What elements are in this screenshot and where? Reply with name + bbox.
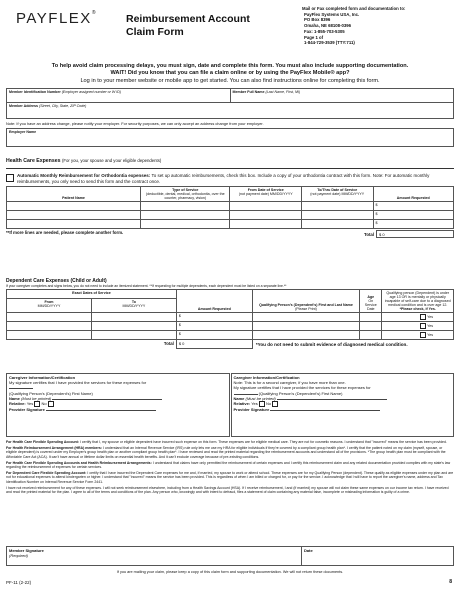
caregiver-1-signature-input[interactable] — [46, 410, 156, 411]
col-type-of-service: Type of Service (deductible, dental, medical, orthodontia, over the counter, pharmacy, vision) — [141, 187, 230, 202]
mail-line: Page 1 of — [304, 34, 324, 40]
yes-check-cell: Yes — [382, 331, 454, 340]
intro-line2: WAIT! Did you know that you can file a claim online or by using the PayFlex Mobile® app? — [110, 70, 350, 77]
health-care-section — [6, 158, 454, 238]
service-cell[interactable] — [141, 220, 230, 229]
dependent-care-heading: Dependent Care Expenses (Child or Adult) — [6, 278, 107, 284]
from-date-cell[interactable] — [230, 220, 302, 229]
dependent-total-note: *You do not need to submit evidence of diagnosed medical condition. — [255, 341, 408, 347]
service-cell[interactable] — [141, 211, 230, 220]
member-address-field[interactable]: Member Address (Street, City, State, ZIP Code) — [7, 103, 454, 119]
member-info-section — [6, 88, 454, 147]
cert-paragraph: For Health Care Flexible Spending Account: I certify that I, my spouse or eligible dependent have incurred such expense on this form. These expenses are for eligible medical care. They are not for cosmetic reasons. I understand that "incurred" means the service has been provided. — [6, 440, 447, 444]
dep-to-cell[interactable] — [91, 322, 176, 331]
health-footnote: **If more lines are needed, please complete another form. — [6, 230, 124, 236]
patient-name-cell[interactable] — [7, 220, 141, 229]
caregiver-2-note: Note: This is for a second caregiver, if you have more than one. — [233, 380, 346, 386]
page-number: 8 — [449, 579, 452, 585]
col-dep-to: To MM/DD/YYYY — [91, 298, 176, 312]
col-amount: Amount Requested — [373, 187, 453, 202]
patient-name-cell[interactable] — [7, 211, 141, 220]
date-field[interactable]: Date — [302, 547, 454, 566]
intro-line3: Log in to your member website or mobile app to get started. You can also find instructions online for completing this form. — [80, 77, 380, 84]
health-table — [6, 186, 454, 229]
caregiver-2-qual: (Qualifying Person's (Dependent's) First Name) — [258, 390, 343, 396]
table-row — [7, 202, 454, 211]
mail-line: Fax: 1-855-703-5305 — [304, 28, 345, 34]
caregiver-1-heading: Caregiver Information/Certification — [9, 375, 76, 380]
amount-cell[interactable]: $ — [373, 202, 453, 211]
caregiver-2-signature-input[interactable] — [270, 410, 380, 411]
caregiver-2-name-input[interactable] — [277, 399, 387, 400]
caregiver-section — [6, 373, 454, 437]
employer-name-field[interactable]: Employer Name — [7, 129, 454, 147]
intro — [0, 63, 460, 85]
employer-table — [6, 128, 454, 147]
mail-info — [302, 6, 458, 46]
dep-from-cell[interactable] — [7, 313, 92, 322]
table-row — [7, 331, 454, 340]
col-to-date: To/Thru Date of Service (not payment date) MM/DD/YYYY — [302, 187, 374, 202]
dep-to-cell[interactable] — [91, 313, 176, 322]
to-date-cell[interactable] — [302, 202, 374, 211]
col-dep-from: From MM/DD/YYYY — [7, 298, 92, 312]
caregiver-1-relative-no[interactable] — [48, 401, 54, 407]
member-name-field[interactable]: Member Full Name (Last Name, First, MI) — [230, 89, 454, 103]
footer-note: If you are mailing your claim, please keep a copy of this claim form and supporting documentation. We will not return these documents. — [116, 570, 344, 574]
dep-name-cell[interactable] — [252, 322, 359, 331]
to-date-cell[interactable] — [302, 220, 374, 229]
health-total-label: Total — [364, 231, 374, 237]
signature-table — [6, 546, 454, 566]
dep-to-cell[interactable] — [91, 331, 176, 340]
col-patient-name: Patient Name — [7, 187, 141, 202]
amount-cell[interactable]: $ — [373, 211, 453, 220]
from-date-cell[interactable] — [230, 202, 302, 211]
payflex-logo: PAYFLEX® — [16, 10, 97, 27]
caregiver-2-cert: My signature certifies that I have provided the services for these expenses for — [233, 385, 371, 391]
ortho-row — [6, 173, 454, 184]
cert-paragraph: For Health Care Flexible Spending Accounts and Health Reimbursement Arrangements: I understand that claims have only permitted the reimbursement of certain expenses and I certify this reimbursement claim and any related documentation provided complies with my state's law regarding the reimbursement of expenses for certain services. — [6, 460, 451, 470]
dep-amount-cell[interactable]: $ — [176, 331, 252, 340]
ortho-text: Automatic Monthly Reimbursement for Orthodontia expenses: To set up automatic reimbursements, check this box. Include a copy of your orthodontia contract with this form. Note: For automatic monthly reimbursements, you only need to send this form and the contract once. — [17, 173, 430, 184]
health-total-field[interactable]: $ 0 — [376, 230, 454, 238]
mail-heading: Mail or Fax completed form and documentation to: — [302, 6, 406, 11]
dep-age-cell[interactable] — [360, 322, 382, 331]
col-qualifying-person: Qualifying Person's (Dependent's) First and Last Name (Please Print) — [252, 290, 359, 313]
table-row — [7, 322, 454, 331]
amount-cell[interactable]: $ — [373, 220, 453, 229]
mail-line: Omaha, NE 68108-0396 — [304, 23, 352, 29]
table-row — [7, 211, 454, 220]
caregiver-1-cert: My signature certifies that I have provided the services for these expenses for — [9, 380, 147, 386]
yes-checkbox[interactable] — [420, 332, 426, 338]
cert-paragraph: I have not received reimbursement for any of these expenses. I will not seek reimbursement elsewhere, including from a Health Savings Account (HSA). If I receive reimbursement, I and (if married) my spouse will not claim these same expenses on our income tax return. I have received and read the printed material for the plan. I agree to all of the terms and conditions of the plan. Any person who, knowingly and with intent to defraud, files a statement of claim containing any material false, incomplete or misleading information is guilty of a crime. — [6, 485, 449, 495]
dependent-total-field[interactable]: $ 0 — [176, 340, 252, 349]
col-dep-amount: Amount Requested — [176, 290, 252, 313]
mail-line: 1-844-729-3539 (TTY:711) — [304, 40, 355, 46]
signature-section — [6, 546, 454, 566]
dep-from-cell[interactable] — [7, 322, 92, 331]
dependent-total-label-cell: Total — [163, 341, 174, 346]
member-signature-field[interactable]: Member Signature (Required) — [7, 547, 302, 566]
intro-line1: To help avoid claim processing delays, you must sign, date and complete this form. You must also include supporting documentation. — [51, 63, 409, 69]
dependent-care-section — [6, 278, 454, 349]
dep-amount-cell[interactable]: $ — [176, 322, 252, 331]
yes-checkbox[interactable] — [420, 323, 426, 329]
yes-check-cell: Yes — [382, 322, 454, 331]
patient-name-cell[interactable] — [7, 202, 141, 211]
table-row — [7, 313, 454, 322]
service-cell[interactable] — [141, 202, 230, 211]
cert-paragraph: For Dependent Care Flexible Spending Account: I certify that I have incurred the Dependent Care expenses for me and, if married, my spouse to work or attend school. These expenses are for my Qualifying Person (dependent). These qualify as eligible expenses under my plan and are not for educational expenses to attend kindergarten or higher. I understand that "incurred" means the service has been provided. This is regardless of when I am billed or charged for, or pay for the service. I acknowledge that I will have to report the caregiver's name, address and Tax Identification Number on Internal Revenue Service Form 2441. — [6, 470, 454, 484]
caregiver-1-box: Caregiver Information/Certification My signature certifies that I have provided the services for these expenses for (Qualifying Person's (Dependent's) First Name) Name (Must be printed) Relative: Yes No Provider Signature — [6, 373, 230, 437]
dep-name-cell[interactable] — [252, 331, 359, 340]
health-care-heading: Health Care Expenses (For you, your spouse and your eligible dependents) — [6, 158, 162, 164]
yes-check-cell: Yes — [382, 313, 454, 322]
col-from-date: From Date of Service (not payment date) MM/DD/YYYY — [230, 187, 302, 202]
dependent-table — [6, 289, 454, 349]
form-title-line1: Reimbursement Account — [126, 13, 250, 25]
health-total-row — [6, 230, 454, 238]
mail-line: PO Box 8396 — [304, 17, 331, 23]
caregiver-2-heading: Caregiver Information/Certification — [233, 375, 300, 380]
cert-paragraph: For Health Reimbursement Arrangement (HRA) members: I understand that an Internal Revenue Service (IRS) rule only lets me use my HRA for eligible individuals if they're covered by a compliant group health plan*. I certify that the patient noted on my claim (myself, spouse, or eligible dependent) is covered under my Employer's group health plan or another compliant group health plan*. I have reviewed and read the printed material regarding the reimbursement accounts and understand all of the provisions. *The group health plan must be compliant with the Affordable Care Act (ACA). It can't have annual or lifetime dollar limits on essential health benefits. And it can't exclude coverage because of pre-existing conditions. — [6, 445, 446, 459]
address-note: Note: If you have an address change, please notify your employer. For security purposes, we can only accept an address change from your employer. — [6, 121, 264, 126]
form-title — [126, 13, 250, 39]
dep-name-cell[interactable] — [252, 313, 359, 322]
caregiver-2-box: Caregiver Information/Certification Note: This is for a second caregiver, if you have more than one. My signature certifies that I have provided the services for these expenses for (Qualifying Person's (Dependent's) First Name) Name (Must be printed) Relative: Yes No Provider Signature — [231, 373, 455, 437]
col-incapable: Qualifying person (Dependent) is under age 13 OR is mentally or physically incapable of self-care due to a diagnosed medical condition and is over age 12. *Please check, if Yes. — [382, 290, 454, 313]
dep-from-cell[interactable] — [7, 331, 92, 340]
col-age: Age On Service Date — [360, 290, 382, 313]
ortho-checkbox[interactable] — [6, 174, 14, 182]
certifications — [6, 440, 454, 494]
dependent-total-row — [7, 340, 454, 349]
to-date-cell[interactable] — [302, 211, 374, 220]
from-date-cell[interactable] — [230, 211, 302, 220]
dep-age-cell[interactable] — [360, 313, 382, 322]
yes-checkbox[interactable] — [420, 314, 426, 320]
dep-age-cell[interactable] — [360, 331, 382, 340]
mail-line: PayFlex Systems USA, Inc. — [304, 11, 360, 17]
caregiver-1-qual: (Qualifying Person's (Dependent's) First Name) — [9, 390, 93, 396]
form-id: PF-11 (2-22) — [6, 580, 32, 585]
member-id-field[interactable]: Member Identification Number (Employer assigned number or W ID) — [7, 89, 231, 103]
member-info-table — [6, 88, 454, 119]
dep-amount-cell[interactable]: $ — [176, 313, 252, 322]
caregiver-1-name-input[interactable] — [52, 399, 162, 400]
col-exact-dates: Exact Dates of Service — [7, 290, 177, 299]
caregiver-2-relative-no[interactable] — [272, 401, 278, 407]
dependent-subnote: If your caregiver completes and signs below, you do not need to include an itemized statement. **If requesting for multiple dependents, each dependent must be listed on a separate line.** — [6, 284, 287, 288]
table-row — [7, 220, 454, 229]
form-title-line2: Claim Form — [126, 26, 184, 38]
